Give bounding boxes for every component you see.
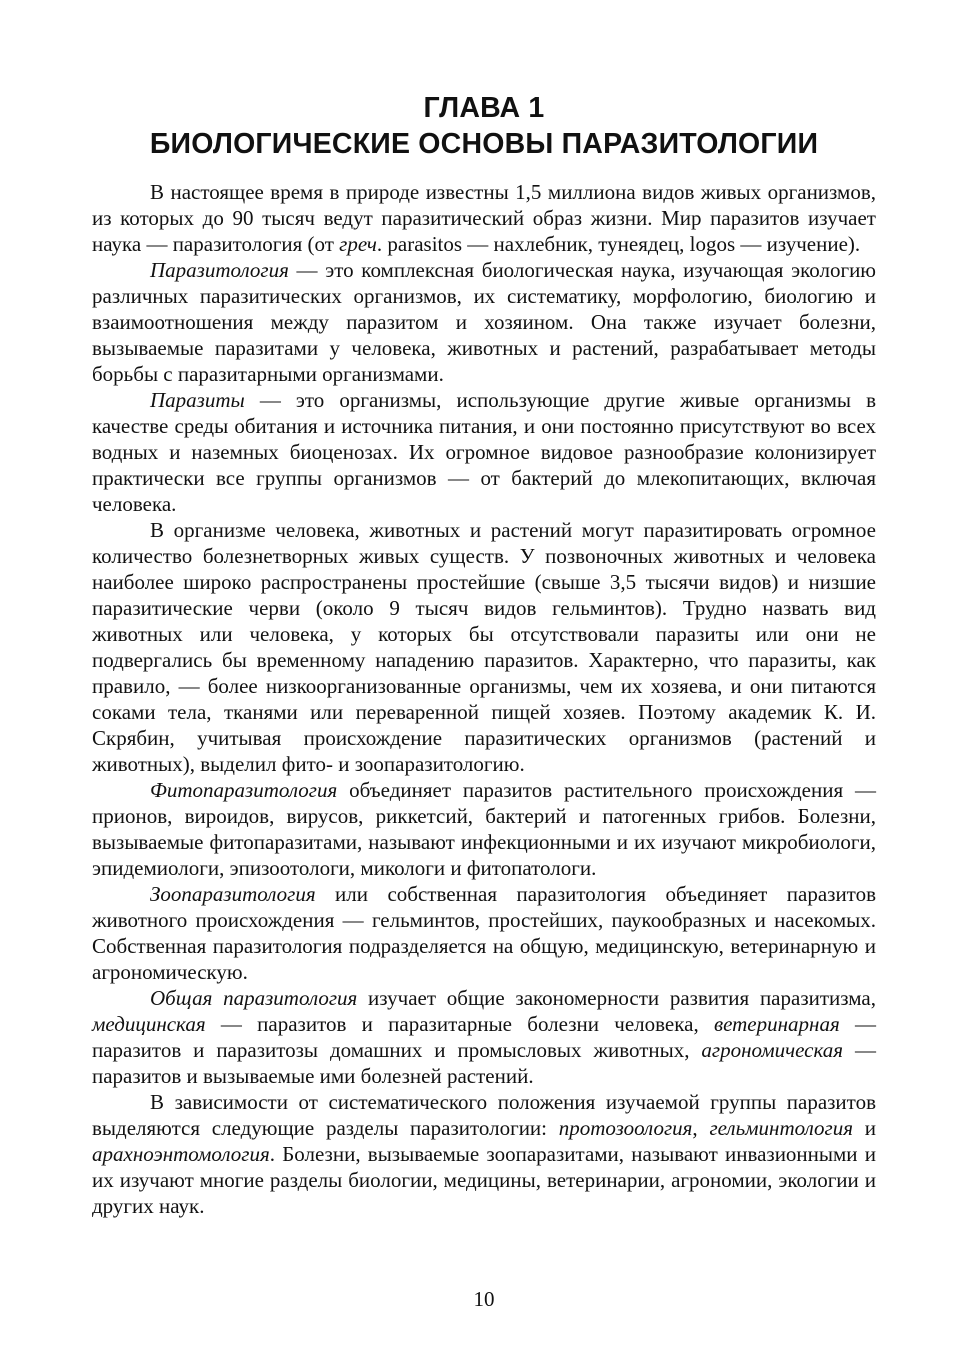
italic-term: ветеринарная — [713, 1012, 840, 1036]
text-run: — это комплексная биологическая наука, изучающая экологию различных паразитических организмов, их систематику, морфологию, биологию и взаимоотношения между паразитом и хозяином. Она также изучает болезни, вызываемые паразитами у человека, животных и растений, разрабатывает методы борьбы с паразитарными организмами. — [92, 258, 876, 386]
text-run: объединяет паразитов растительного происхождения — прионов, вироидов, вирусов, риккетсий, бактерий и патогенных грибов. Болезни, вызываемые фитопаразитами, называют инфекционными и их изучают микробиологи, эпидемиологи, эпизоотологи, микологи и фитопатологи. — [92, 778, 876, 880]
paragraph-zooparasitology — [92, 881, 876, 985]
paragraph-branches — [92, 985, 876, 1089]
italic-term: Зоопаразитология — [150, 882, 316, 906]
paragraph-parasites — [92, 387, 876, 517]
italic-term: гельминтология — [709, 1116, 853, 1140]
italic-term: греч — [339, 232, 377, 256]
italic-term: медицинская — [92, 1012, 206, 1036]
text-run: В настоящее время в природе известны 1,5 миллиона видов живых организмов, из которых до 90 тысяч ведут паразитический образ жизни. Мир паразитов изучает наука — паразитология (от — [92, 180, 876, 256]
chapter-title: БИОЛОГИЧЕСКИЕ ОСНОВЫ ПАРАЗИТОЛОГИИ — [149, 128, 819, 160]
text-run: — паразитов и вызываемые ими болезней растений. — [92, 1038, 877, 1088]
text-run: , — [692, 1116, 710, 1140]
italic-term: Паразиты — [150, 388, 245, 412]
text-run: В зависимости от систематического положения изучаемой группы паразитов выделяются следующие разделы паразитологии: — [92, 1090, 876, 1140]
text-run: — паразитов и паразитарные болезни человека, — [205, 1012, 714, 1036]
italic-term: Фитопаразитология — [150, 778, 338, 802]
text-run: . Болезни, вызываемые зоопаразитами, называют инвазионными и их изучают многие разделы биологии, медицины, ветеринарии, агрономии, экологии и других наук. — [92, 1142, 876, 1218]
text-run: В организме человека, животных и растений могут паразитировать огромное количество болезнетворных живых существ. У позвоночных животных и человека наиболее широко распространены простейшие (свыше 3,5 тысячи видов) и низшие паразитические черви (около 9 тысяч видов гельминтов). Трудно назвать вид животных или человека, у которых бы отсутствовали паразиты или они не подвергались бы временному нападению паразитов. Характерно, что паразиты, как правило, — более низкоорганизованные организмы, чем их хозяева, и они питаются соками тела, тканями или переваренной пищей хозяев. Поэтому академик К. И. Скрябин, учитывая происхождение паразитических организмов (растений и животных), выделил фито- и зоопаразитологию. — [92, 518, 876, 776]
text-run: — это организмы, использующие другие живые организмы в качестве среды обитания и источника питания, и они постоянно присутствуют во всех водных и наземных биоценозах. Их огромное видовое разнообразие колонизирует практически все группы организмов — от бактерий до млекопитающих, включая человека. — [92, 388, 876, 516]
text-run: изучает общие закономерности развития паразитизма, — [357, 986, 876, 1010]
paragraph-phytoparasitology — [92, 777, 876, 881]
chapter-body — [92, 179, 876, 1219]
text-run: и — [852, 1116, 876, 1140]
paragraph-intro — [92, 179, 876, 257]
page-number: 10 — [473, 1287, 495, 1311]
italic-term: протозоология — [558, 1116, 693, 1140]
text-run: . parasitos — нахлебник, тунеядец, logos — изучение). — [376, 232, 861, 256]
paragraph-parasitology — [92, 257, 876, 387]
paragraph-sections — [92, 1089, 876, 1219]
paragraph-organisms — [92, 517, 876, 777]
italic-term: Паразитология — [150, 258, 289, 282]
text-run: или собственная паразитология объединяет паразитов животного происхождения — гельминтов, простейших, паукообразных и насекомых. Собственная паразитология подразделяется на общую, медицинскую, ветеринарную и агрономическую. — [92, 882, 876, 984]
chapter-number: ГЛАВА 1 — [423, 92, 545, 124]
italic-term: Общая паразитология — [150, 986, 358, 1010]
text-run: — паразитов и паразитозы домашних и промысловых животных, — [92, 1012, 877, 1062]
italic-term: арахноэнтомология — [92, 1142, 270, 1166]
italic-term: агрономическая — [701, 1038, 844, 1062]
